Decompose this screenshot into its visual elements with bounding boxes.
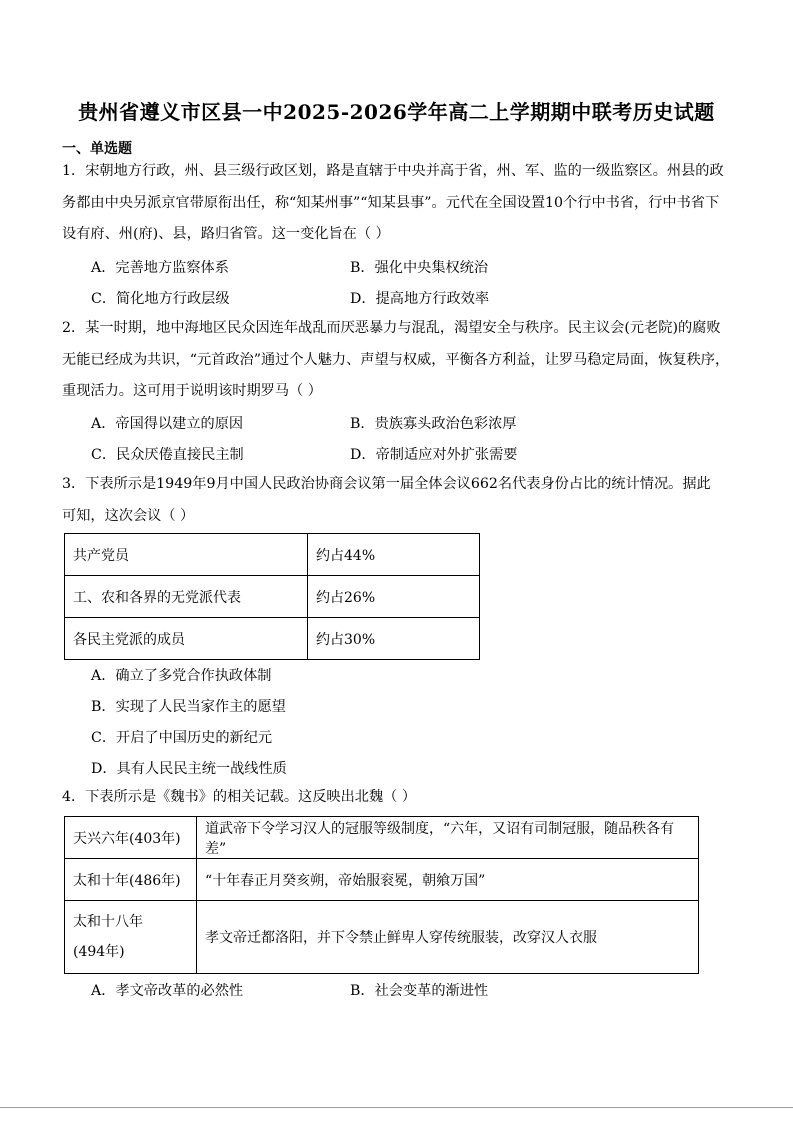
q3-row-2-value: 约占26% [308, 576, 480, 618]
q2-option-b[interactable]: B．贵族寡头政治色彩浓厚 [350, 416, 517, 432]
page-bottom-divider [0, 1107, 793, 1108]
q4-line-1: 4．下表所示是《魏书》的相关记载。这反映出北魏（ ） [62, 789, 417, 805]
q4-row-3-year [65, 901, 197, 974]
q3-line-1: 3．下表所示是1949年9月中国人民政治协商会议第一届全体会议662名代表身份占比的统计情况。据此 [62, 476, 711, 492]
q2-line-3: 重现活力。这可用于说明该时期罗马（ ） [62, 383, 322, 399]
q4-row-3-text: 孝文帝迁都洛阳，并下令禁止鲜卑人穿传统服装，改穿汉人衣服 [197, 901, 699, 974]
table-row [65, 534, 480, 576]
q4-row-1-text: 道武帝下令学习汉人的冠服等级制度，“六年，又诏有司制冠服，随品秩各有差” [197, 817, 699, 859]
q2-line-2: 无能已经成为共识，“元首政治”通过个人魅力、声望与权威，平衡各方利益，让罗马稳定局面，恢复秩序， [62, 351, 730, 368]
q3-row-1-label: 共产党员 [65, 534, 308, 576]
question-3-stem [62, 469, 734, 532]
q3-option-b[interactable]: B．实现了人民当家作主的愿望 [91, 699, 286, 715]
table-row [65, 576, 480, 618]
table-row [65, 618, 480, 660]
q1-option-b[interactable]: B．强化中央集权统治 [350, 260, 489, 276]
q1-line-2: 务都由中央另派京官带原衔出任，称“知某州事”“知某县事”。元代在全国设置10个行中书省，行中书省下 [62, 194, 720, 211]
q1-line-3: 设有府、州(府)、县，路归省管。这一变化旨在（ ） [62, 226, 390, 242]
question-2-stem [62, 313, 734, 408]
q2-option-d[interactable]: D．帝制适应对外扩张需要 [350, 447, 518, 463]
q3-option-a[interactable]: A．确立了多党合作执政体制 [91, 668, 272, 684]
table-row [65, 859, 699, 901]
q3-data-table [64, 533, 480, 660]
q2-option-a[interactable]: A．帝国得以建立的原因 [91, 416, 244, 432]
q4-row-3-year-line-1: 太和十八年 [73, 914, 143, 930]
q1-option-d[interactable]: D．提高地方行政效率 [350, 291, 490, 307]
q4-option-a[interactable]: A．孝文帝改革的必然性 [91, 983, 244, 999]
question-1-stem [62, 156, 734, 251]
q4-row-1-year: 天兴六年(403年) [65, 817, 197, 859]
q4-row-3-year-line-2: (494年) [73, 944, 125, 960]
table-row [65, 817, 699, 859]
q3-row-2-label: 工、农和各界的无党派代表 [65, 576, 308, 618]
q3-row-1-value: 约占44% [308, 534, 480, 576]
document-title: 贵州省遵义市区县一中2025-2026学年高二上学期期中联考历史试题 [78, 100, 715, 124]
q1-option-a[interactable]: A．完善地方监察体系 [91, 260, 229, 276]
q2-option-c[interactable]: C．民众厌倦直接民主制 [91, 447, 244, 463]
question-4-stem [62, 782, 734, 814]
q3-option-d[interactable]: D．具有人民民主统一战线性质 [91, 761, 287, 777]
q4-row-2-text: “十年春正月癸亥朔，帝始服衮冕，朝飨万国” [197, 859, 699, 901]
section-heading: 一、单选题 [62, 141, 132, 157]
q2-line-1: 2．某一时期，地中海地区民众因连年战乱而厌恶暴力与混乱，渴望安全与秩序。民主议会(元老院)的腐败 [62, 320, 721, 336]
q3-row-3-label: 各民主党派的成员 [65, 618, 308, 660]
q3-line-2: 可知，这次会议（ ） [62, 507, 195, 524]
q4-option-b[interactable]: B．社会变革的渐进性 [350, 983, 489, 999]
q3-option-c[interactable]: C．开启了中国历史的新纪元 [91, 730, 273, 746]
q3-row-3-value: 约占30% [308, 618, 480, 660]
q1-line-1: 1．宋朝地方行政，州、县三级行政区划，路是直辖于中央并高于省，州、军、监的一级监察区。州县的政 [62, 163, 724, 179]
q4-row-2-year: 太和十年(486年) [65, 859, 197, 901]
q1-option-c[interactable]: C．简化地方行政层级 [91, 291, 230, 307]
table-row [65, 901, 699, 974]
q4-data-table [64, 816, 699, 974]
